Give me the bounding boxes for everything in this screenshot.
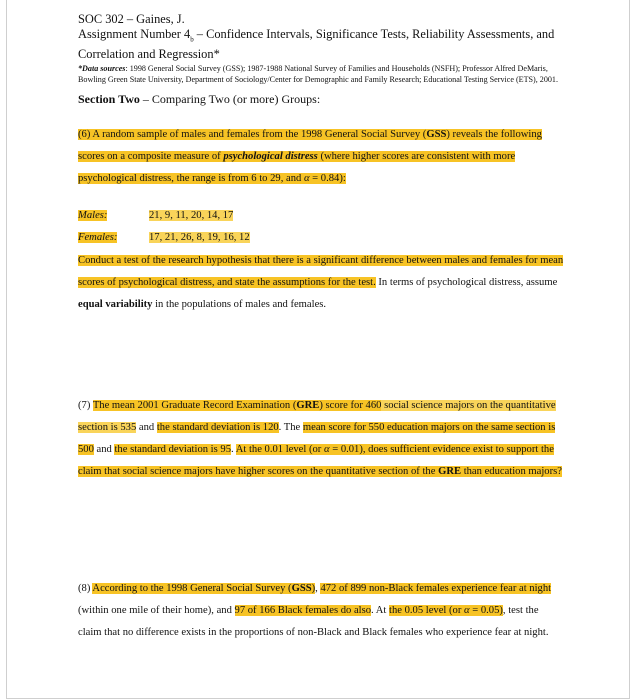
table-row <box>78 226 564 248</box>
question-8: (8) According to the 1998 General Social Survey (GSS), 472 of 899 non-Black females experience fear at night (within one mile of their home), and 97 of 166 Black females do also. At the 0.05 level (or α = 0.05), test the claim that no difference exists in the proportions of non-Black and Black females who experience fear at night. <box>78 583 552 638</box>
question-6: (6) A random sample of males and females from the 1998 General Social Survey (GSS) reveals the following scores on a composite measure of psychological distress (where higher scores are consistent with more psychological distress, the range is from 6 to 29, and α = 0.84): <box>78 129 542 184</box>
question-6-task: Conduct a test of the research hypothesis that there is a significant difference between males and females for mean scores of psychological distress, and state the assumptions for the test. In terms of psychological distress, assume equal variability in the populations of males and females. <box>78 255 564 310</box>
course-line: SOC 302 – Gaines, J. <box>78 12 185 26</box>
males-label: Males: <box>78 209 108 221</box>
section-heading: Section Two – Comparing Two (or more) Groups: <box>78 92 321 107</box>
scores-table <box>78 204 564 248</box>
document-content <box>78 12 564 107</box>
males-values: 21, 9, 11, 20, 14, 17 <box>149 209 234 221</box>
question-7: (7) The mean 2001 Graduate Record Examination (GRE) score for 460 social science majors on the quantitative section is 535 and the standard deviation is 120. The mean score for 550 education majors on the same section is 500 and the standard deviation is 95. At the 0.01 level (or α = 0.01), does sufficient evidence exist to support the claim that social science majors have higher scores on the quantitative section of the GRE than education majors? <box>78 400 562 477</box>
assignment-title: Assignment Number $4_b$ – Confidence Intervals, Significance Tests, Reliability Assessments, and Correlation and Regression* <box>78 27 555 62</box>
females-values: 17, 21, 26, 8, 19, 16, 12 <box>149 231 250 243</box>
data-sources-note: *Data sources: 1998 General Social Survey (GSS); 1987-1988 National Survey of Families and Households (NSFH); Professor Alfred DeMaris, Bowling Green State University, Department of Sociology/Center for Demographic and Family Research; Educational Testing Service (ETS), 2001. <box>78 64 558 84</box>
females-label: Females: <box>78 231 118 243</box>
table-row <box>78 204 564 226</box>
